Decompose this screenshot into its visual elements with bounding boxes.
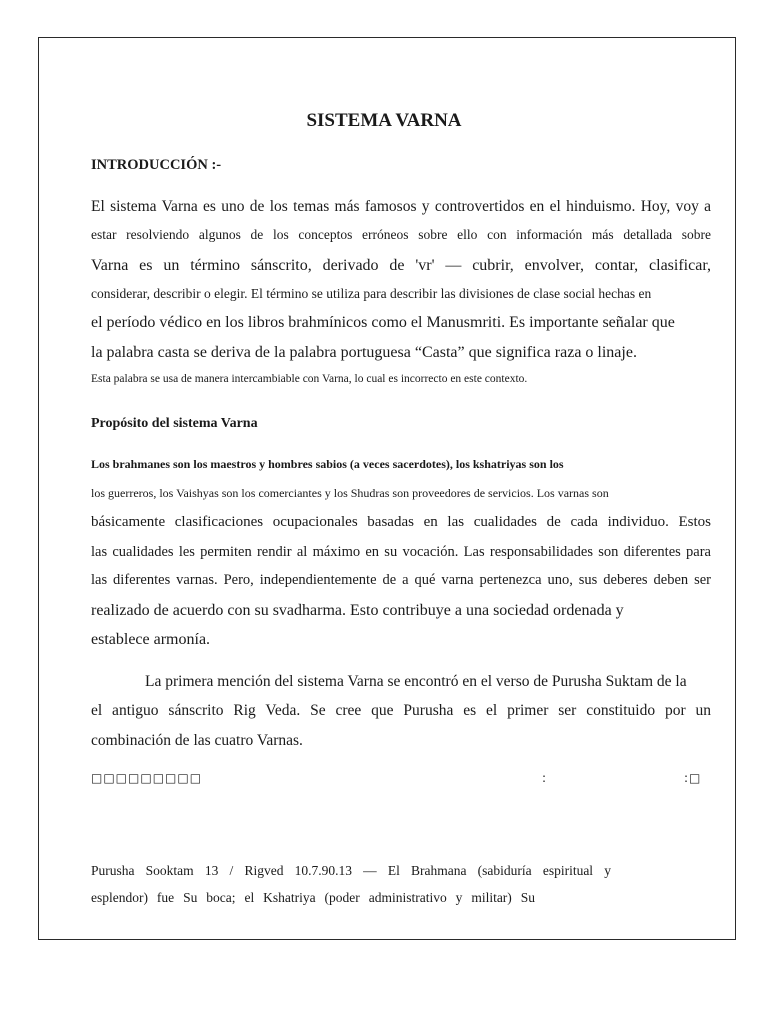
intro-line-4: considerar, describir o elegir. El término se utiliza para describir las divisiones de clase social hechas en bbox=[91, 286, 652, 301]
intro-line-2: estar resolviendo algunos de los conceptos erróneos sobre ello con información más detallada sobre bbox=[91, 227, 711, 242]
mention-line-2: el antiguo sánscrito Rig Veda. Se cree que Purusha es el primer ser constituido por un bbox=[91, 702, 711, 719]
mention-line-1: La primera mención del sistema Varna se encontró en el verso de Purusha Suktam de la bbox=[145, 673, 687, 690]
purpose-line-1: Los brahmanes son los maestros y hombres sabios (a veces sacerdotes), los kshatriyas son los bbox=[91, 457, 564, 471]
citation-line-1: Purusha Sooktam 13 / Rigved 10.7.90.13 — El Brahmana (sabiduría espiritual y bbox=[91, 863, 611, 878]
purpose-line-2: los guerreros, los Vaishyas son los comerciantes y los Shudras son proveedores de servicios. Los varnas son bbox=[91, 486, 609, 500]
missing-glyphs-right: :□ bbox=[684, 771, 702, 785]
purpose-line-3: básicamente clasificaciones ocupacionales basadas en las cualidades de cada individuo. Estos bbox=[91, 514, 711, 530]
purpose-line-7: establece armonía. bbox=[91, 631, 211, 648]
citation-line-2: esplendor) fue Su boca; el Kshatriya (poder administrativo y militar) Su bbox=[91, 890, 535, 905]
purpose-heading: Propósito del sistema Varna bbox=[91, 416, 258, 431]
mention-line-3: combinación de las cuatro Varnas. bbox=[91, 732, 303, 749]
intro-line-1: El sistema Varna es uno de los temas más famosos y controvertidos en el hinduismo. Hoy, voy a bbox=[91, 198, 711, 215]
missing-glyphs-left: □□□□□□□□□ bbox=[91, 771, 203, 785]
document-title: SISTEMA VARNA bbox=[306, 110, 462, 131]
intro-line-6: la palabra casta se deriva de la palabra portuguesa “Casta” que significa raza o linaje. bbox=[91, 344, 637, 361]
purpose-line-4: las cualidades les permiten rendir al máximo en su vocación. Las responsabilidades son diferentes para bbox=[91, 544, 711, 560]
missing-glyphs-middle: : bbox=[542, 771, 548, 785]
intro-line-7: Esta palabra se usa de manera intercambiable con Varna, lo cual es incorrecto en este contexto. bbox=[91, 373, 528, 385]
intro-line-3: Varna es un término sánscrito, derivado de 'vr' — cubrir, envolver, contar, clasificar, bbox=[91, 257, 711, 274]
intro-heading: INTRODUCCIÓN :- bbox=[91, 157, 222, 173]
purpose-line-5: las diferentes varnas. Pero, independientemente de a qué varna pertenezca uno, sus deberes deben ser bbox=[91, 572, 711, 588]
purpose-line-6: realizado de acuerdo con su svadharma. Esto contribuye a una sociedad ordenada y bbox=[91, 602, 624, 619]
intro-line-5: el período védico en los libros brahmínicos como el Manusmriti. Es importante señalar que bbox=[91, 314, 675, 331]
